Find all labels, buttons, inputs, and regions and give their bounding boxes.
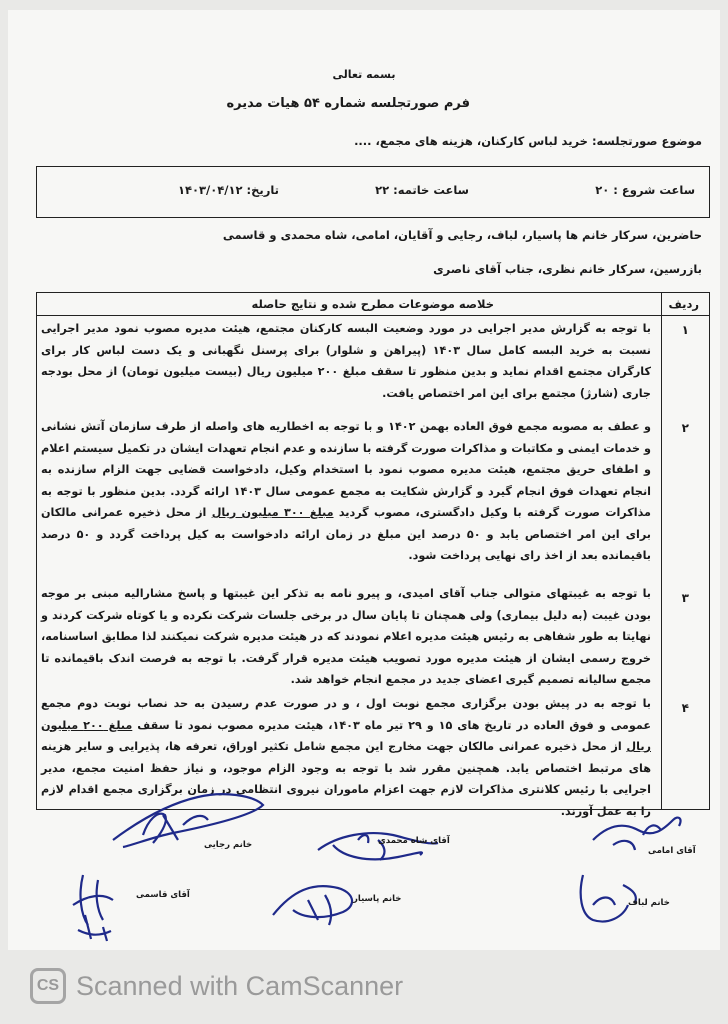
item-number: ۲ — [681, 421, 689, 435]
signature-ghasemi — [63, 865, 123, 945]
item-number: ۱ — [681, 323, 689, 337]
signature-label: آقای امامی — [648, 846, 696, 856]
item-text — [41, 416, 651, 567]
signature-label: خانم رجایی — [204, 840, 253, 850]
inspectors: بازرسین، سرکار خانم نظری، جناب آقای ناصری — [433, 262, 702, 276]
document-page — [8, 10, 720, 950]
signature-label: آقای شاه محمدی — [378, 836, 450, 846]
basmala: بسمه تعالی — [332, 68, 396, 81]
item-text-part: با توجه به در پیش بودن برگزاری مجمع نوبت اول ، و در صورت عدم رسیدن به حد نصاب نوبت دوم مجمع عمومی و فوق العاده در تاریخ های ۱۵ و ۲۹ تیر ماه ۱۴۰۳، هیئت مدیره مصوب نمود تا سقف — [41, 697, 651, 732]
item-text-part: و عطف به مصوبه مجمع فوق العاده بهمن ۱۴۰۲ و با توجه به اخطاریه های واصله از طرف سازمان آتش نشانی و خدمات ایمنی و مکاتبات و مذاکرات صورت گرفته با سازنده و عدم انجام تعهدات ایشان در تکمیل سیستم اعلام و اطفای حریق مجتمع، هیئت مدیره مصوب نمود با استخدام وکیل، دادخواست قضایی جهت الزام سازنده به انجام تعهدات فوق انجام گیرد و گزارش شکایت به مجمع عمومی سال ۱۴۰۳ ارائه گردد. بدین منظور با توجه به مذاکرات صورت گرفته با وکیل دادگستری، مصوب گردید — [41, 420, 652, 519]
camscanner-watermark — [30, 966, 403, 1006]
item-number: ۴ — [681, 701, 689, 715]
item-number: ۳ — [681, 591, 689, 605]
column-divider — [661, 293, 662, 809]
signature-label: خانم پاسیار — [353, 894, 402, 904]
summary-header: خلاصه موضوعات مطرح شده و نتایج حاصله — [251, 297, 494, 311]
attendees: حاضرین، سرکار خانم ها پاسیار، لباف، رجایی و آقایان، امامی، شاه محمدی و قاسمی — [222, 228, 702, 242]
signature-label: خانم لباف — [628, 898, 670, 908]
item-text-part: از محل ذخیره عمرانی مالکان جهت مخارج این مجمع شامل تکثیر اوراق، تعرفه ها، پذیرایی و سایر هزینه های مرتبط اختصاص یابد. همچنین مقرر شد با توجه به وجود الزام موجود، و نیاز حفظ امنیت مجمع، مدیر اجرایی با رئیس کلانتری مذاکرات لازم جهت اعزام ماموران نیروی انتظامی در زمان برگزاری مجمع اقدام لازم را به عمل آورند. — [41, 740, 651, 818]
form-title: فرم صورتجلسه شماره ۵۴ هیات مدیره — [226, 96, 470, 111]
signature-label: آقای قاسمی — [136, 890, 190, 900]
item-text: با توجه به گزارش مدیر اجرایی در مورد وضعیت البسه کارکنان مجتمع، هیئت مدیره مصوب نمود مدیر اجرایی نسبت به خرید البسه کامل سال ۱۴۰۳ (پیراهن و شلوار) برای پرسنل نگهبانی و یک دست لباس کار برای کارگران مجتمع اقدام نماید و بدین منظور تا سقف مبلغ ۲۰۰ میلیون ریال (بیست میلیون تومان) از محل بودجه جاری (شارژ) مجتمع برای این امر اختصاص یافت. — [41, 322, 651, 400]
item-text: با توجه به غیبتهای متوالی جناب آقای امیدی، و پیرو نامه به تذکر این غیبتها و پاسخ مشارالیه مبنی بر موجه بودن غیبت (به دلیل بیماری) ولی همچنان تا پایان سال در برخی جلسات شرکت نکرده و یا کوتاه شرکت کردند و نهایتا به طور شفاهی به رئیس هیئت مدیره اعلام نمودند که در هیئت مدیره شرکت نمیکنند لذا مطابق اساسنامه، خروج رسمی ایشان از هیئت مدیره مورد تصویب هیئت مدیره قرار گرفت. با توجه به فرصت اندک باقیمانده تا مجمع سالیانه تصمیم گیری اعضای جدید در مجمع انجام خواهد شد. — [41, 587, 651, 686]
minutes-table — [36, 292, 710, 818]
meeting-date: تاریخ: ۱۴۰۳/۰۴/۱۲ — [177, 183, 279, 197]
start-time: ساعت شروع : ۲۰ — [595, 183, 695, 197]
amount-underlined: مبلغ ۲۰۰ میلیون ریال — [41, 718, 651, 753]
end-time: ساعت خاتمه: ۲۲ — [375, 183, 469, 197]
amount-underlined: مبلغ ۳۰۰ میلیون ریال — [211, 506, 334, 519]
header-divider — [37, 315, 709, 316]
time-box — [36, 166, 710, 218]
watermark-text: Scanned with CamScanner — [76, 970, 404, 1001]
row-number-header: ردیف — [668, 297, 699, 311]
meeting-subject: موضوع صورتجلسه: خرید لباس کارکنان، هزینه های مجمع، .... — [354, 134, 702, 148]
camscanner-logo: CS — [30, 968, 66, 1004]
item-text-part: از محل ذخیره عمرانی مالکان برای این امر اختصاص یابد و ۵۰ درصد این مبلغ در زمان ارائه دادخواست به کیل پرداخت گردد و ۵۰ درصد باقیمانده بعد از اخذ رای نهایی پرداخت شود. — [41, 506, 651, 562]
